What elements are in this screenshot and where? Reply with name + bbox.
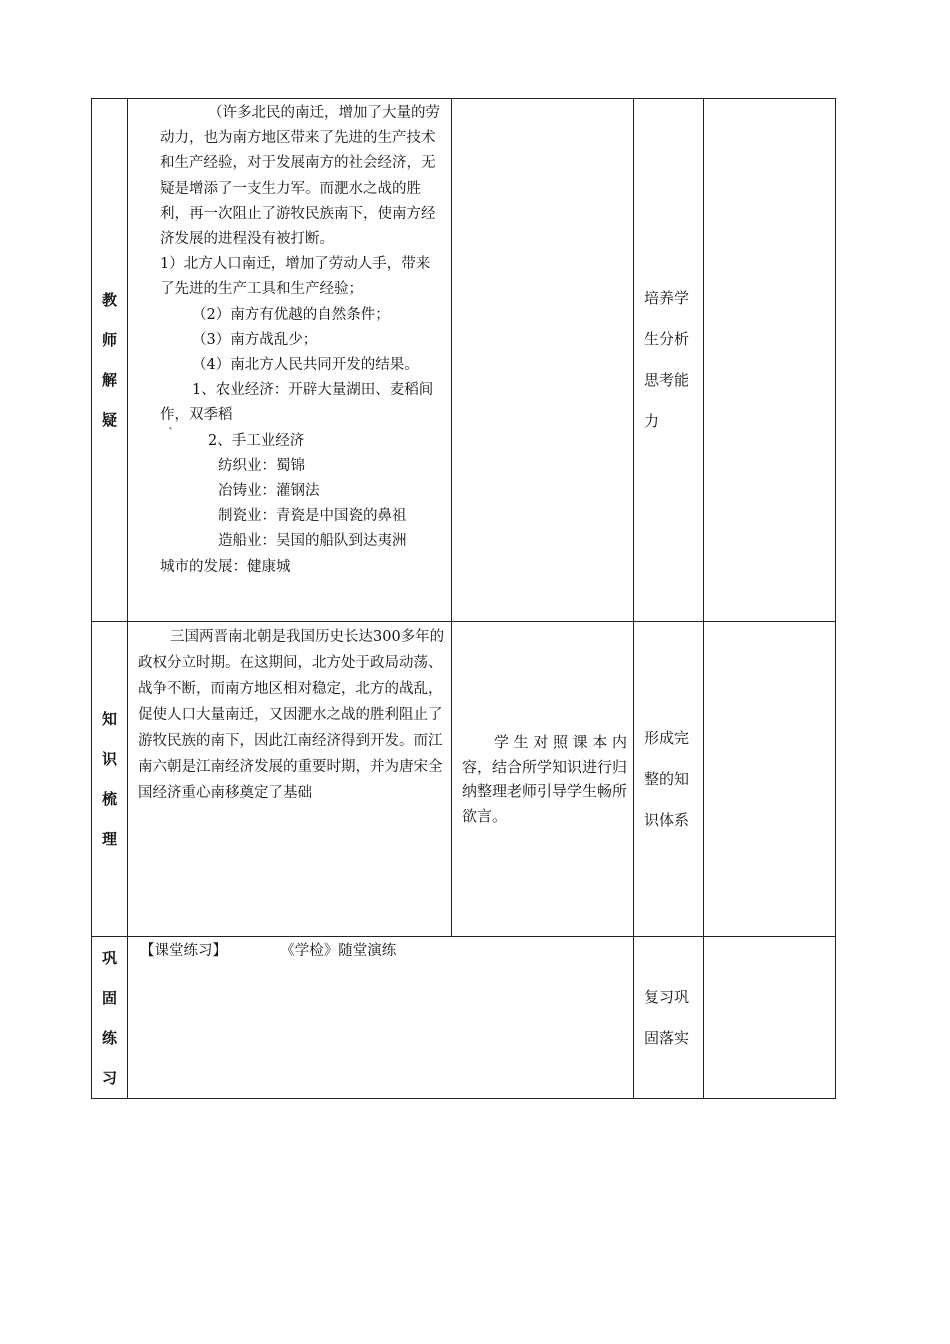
student-activity-cell (452, 99, 634, 622)
paragraph: 三国两晋南北朝是我国历史长达300多年的政权分立时期。在这期间，北方处于政局动荡、战争不断，而南方地区相对稳定，北方的战乱，促使人口大量南迁，又因淝水之战的胜利阻止了游牧民族的南下，因此江南经济得到开发。而江南六朝是江南经济发展的重要时期，并为唐宋全国经济重心南移奠定了基础 (138, 629, 445, 801)
empty-cell (704, 99, 836, 622)
knowledge-review-content (128, 622, 452, 937)
teacher-explain-content (128, 99, 452, 622)
row-label-knowledge-review: 知 识 梳 理 (92, 622, 128, 937)
paragraph: 冶铸业：灌钢法 (218, 483, 320, 500)
paragraph: 城市的发展：健康城 (160, 558, 291, 575)
student-activity-text: 学生对照课本内容，结合所学知识进行归纳整理老师引导学生畅所欲言。 (462, 733, 628, 825)
exercise-source: 《学检》随堂演练 (280, 943, 397, 959)
paragraph: （4）南北方人民共同开发的结果。 (192, 357, 419, 374)
row-knowledge-review (92, 622, 836, 937)
goal-cell: 形成完 整的知 识体系 (634, 622, 704, 937)
row-practice (92, 937, 836, 1099)
row-label-teacher-explain: 教 师 解 疑 (92, 99, 128, 622)
paragraph: （许多北民的南迁，增加了大量的劳动力，也为南方地区带来了先进的生产技术和生产经验，对于发展南方的社会经济，无疑是增添了一支生力军。而淝水之战的胜利，再一次阻止了游牧民族南下，使南方经济发展的进程没有被打断。 (160, 105, 440, 248)
paragraph: （3）南方战乱少； (192, 331, 318, 348)
class-exercise-label: 【课堂练习】 (140, 943, 227, 959)
practice-content (128, 937, 634, 1099)
paragraph: 1、农业经济：开辟大量湖田、麦稻间作，双季稻 (160, 382, 434, 424)
goal-cell: 复习巩 固落实 (634, 937, 704, 1099)
paragraph: 造船业：吴国的船队到达夷洲 (218, 533, 407, 550)
row-label-practice: 巩 固 练 习 (92, 937, 128, 1099)
paragraph: 纺织业：蜀锦 (218, 457, 305, 474)
paragraph: 2、手工业经济 (208, 432, 305, 449)
student-activity-cell (452, 622, 634, 937)
row-teacher-explain (92, 99, 836, 622)
lesson-plan-table (91, 98, 836, 1099)
paragraph: （2）南方有优越的自然条件； (192, 306, 390, 323)
empty-cell (704, 937, 836, 1099)
empty-cell (704, 622, 836, 937)
goal-cell: 培养学 生分析 思考能 力 (634, 99, 704, 622)
paragraph: 1）北方人口南迁，增加了劳动人手，带来了先进的生产工具和生产经验； (160, 256, 431, 298)
backtick-mark: ` (168, 425, 174, 440)
paragraph: 制瓷业：青瓷是中国瓷的鼻祖 (218, 508, 407, 525)
